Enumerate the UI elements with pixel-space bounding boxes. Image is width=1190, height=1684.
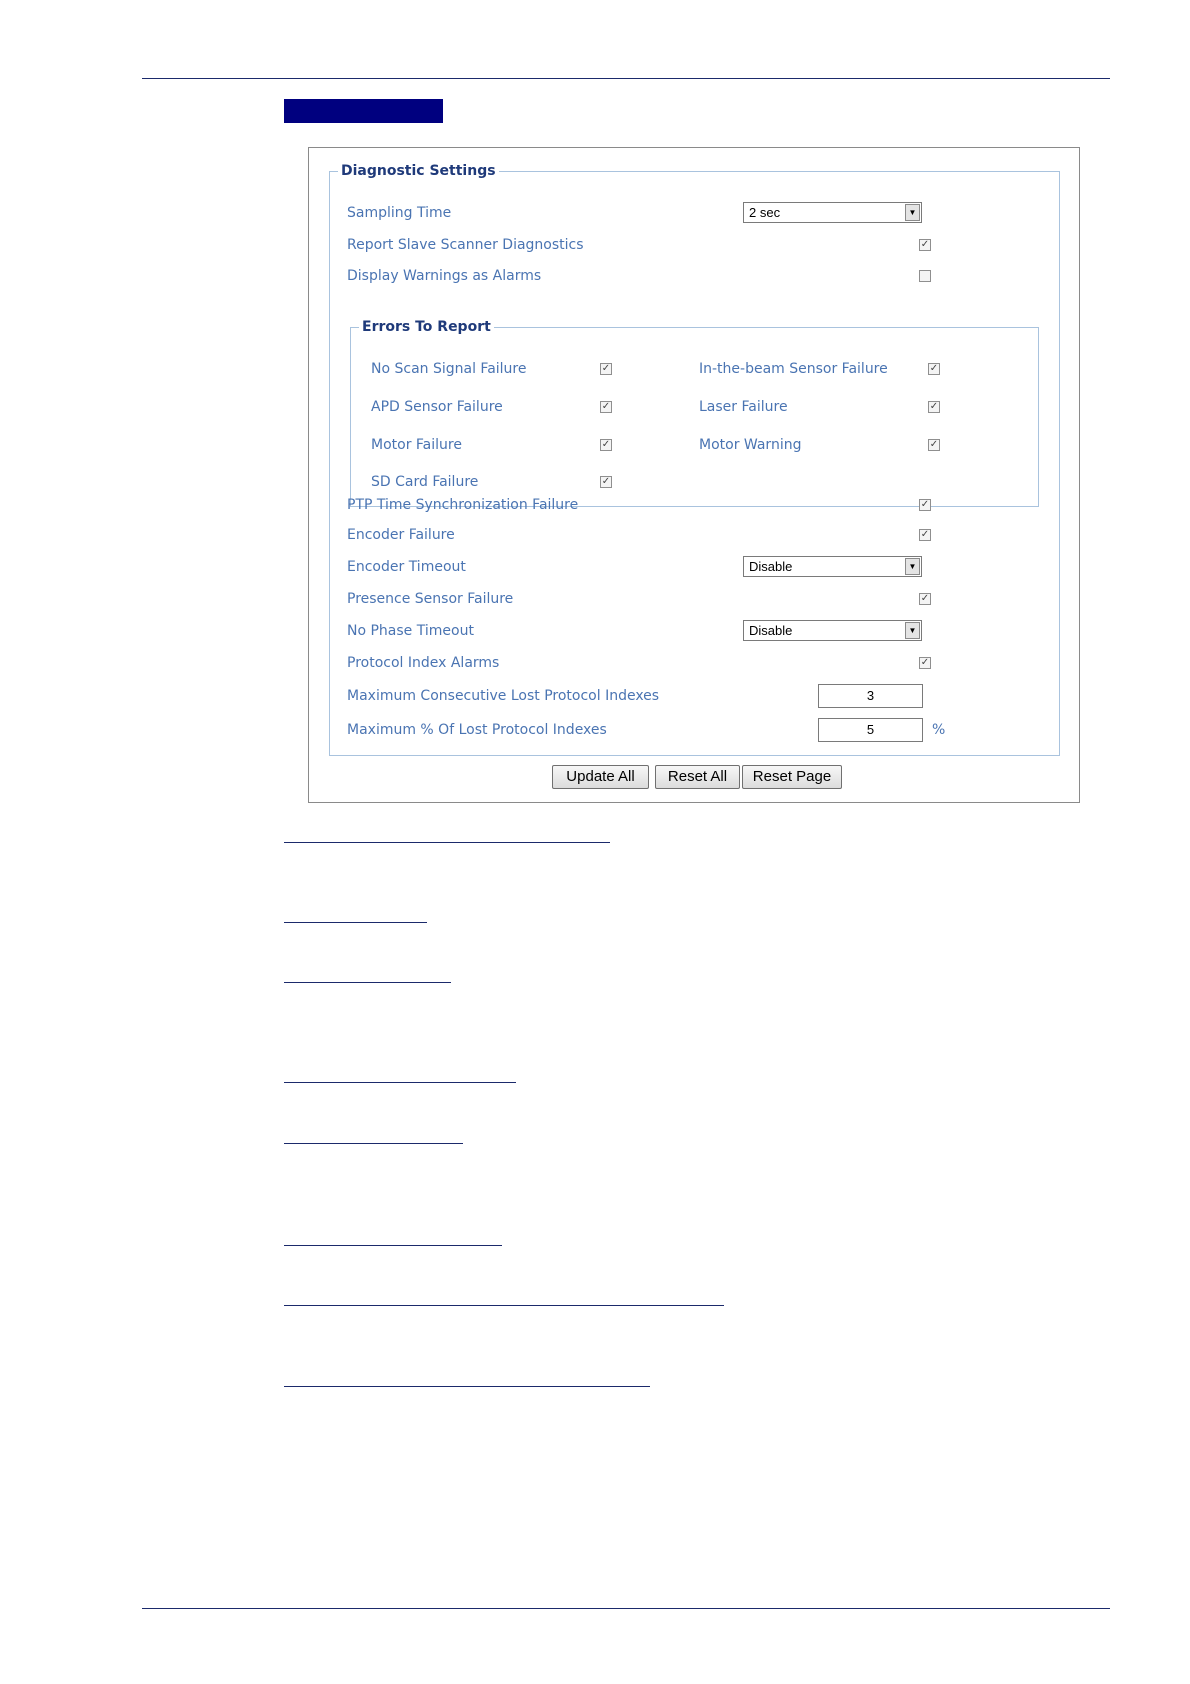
no-phase-timeout-label: No Phase Timeout	[347, 623, 474, 639]
sd-card-checkbox[interactable]	[600, 476, 612, 488]
apd-sensor-label: APD Sensor Failure	[371, 399, 503, 415]
chevron-down-icon[interactable]: ▼	[905, 204, 920, 221]
sampling-time-select[interactable]	[743, 202, 922, 223]
link-underline	[284, 1082, 516, 1083]
max-percent-lost-input[interactable]: 5	[818, 718, 923, 742]
check-icon: ✓	[920, 529, 930, 540]
link-underline	[284, 1386, 650, 1387]
no-phase-timeout-value: Disable	[749, 623, 793, 638]
no-scan-signal-checkbox[interactable]	[600, 363, 612, 375]
check-icon: ✓	[601, 476, 611, 487]
ptp-failure-checkbox[interactable]	[919, 499, 931, 511]
encoder-timeout-value: Disable	[749, 559, 793, 574]
presence-sensor-checkbox[interactable]	[919, 593, 931, 605]
apd-sensor-checkbox[interactable]	[600, 401, 612, 413]
check-icon: ✓	[920, 593, 930, 604]
reset-all-button[interactable]: Reset All	[655, 765, 740, 789]
motor-failure-checkbox[interactable]	[600, 439, 612, 451]
check-icon: ✓	[920, 499, 930, 510]
footer-rule	[142, 1608, 1110, 1609]
display-warnings-label: Display Warnings as Alarms	[347, 268, 542, 284]
check-icon: ✓	[929, 363, 939, 374]
check-icon: ✓	[601, 401, 611, 412]
laser-failure-checkbox[interactable]	[928, 401, 940, 413]
check-icon: ✓	[601, 439, 611, 450]
errors-to-report-fieldset	[350, 319, 1039, 507]
check-icon: ✓	[929, 401, 939, 412]
link-underline	[284, 1305, 724, 1306]
no-phase-timeout-select[interactable]	[743, 620, 922, 641]
sd-card-label: SD Card Failure	[371, 474, 479, 490]
motor-warning-checkbox[interactable]	[928, 439, 940, 451]
link-underline	[284, 1245, 502, 1246]
max-consecutive-lost-input[interactable]: 3	[818, 684, 923, 708]
reset-page-button[interactable]: Reset Page	[742, 765, 842, 789]
laser-failure-label: Laser Failure	[699, 399, 788, 415]
check-icon: ✓	[929, 439, 939, 450]
presence-sensor-label: Presence Sensor Failure	[347, 591, 514, 607]
report-slave-label: Report Slave Scanner Diagnostics	[347, 237, 584, 253]
encoder-failure-label: Encoder Failure	[347, 527, 455, 543]
protocol-index-alarms-checkbox[interactable]	[919, 657, 931, 669]
chevron-down-icon[interactable]: ▼	[905, 558, 920, 575]
link-underline	[284, 982, 451, 983]
check-icon: ✓	[601, 363, 611, 374]
header-rule	[142, 78, 1110, 79]
encoder-timeout-select[interactable]	[743, 556, 922, 577]
motor-warning-label: Motor Warning	[699, 437, 802, 453]
check-icon: ✓	[920, 239, 930, 250]
report-slave-checkbox[interactable]	[919, 239, 931, 251]
section-title-bar	[284, 99, 443, 123]
display-warnings-checkbox[interactable]	[919, 270, 931, 282]
link-underline	[284, 842, 610, 843]
ptp-failure-label: PTP Time Synchronization Failure	[347, 497, 579, 513]
encoder-failure-checkbox[interactable]	[919, 529, 931, 541]
no-scan-signal-label: No Scan Signal Failure	[371, 361, 527, 377]
errors-to-report-legend: Errors To Report	[362, 319, 491, 335]
sampling-time-label: Sampling Time	[347, 205, 452, 221]
link-underline	[284, 1143, 463, 1144]
chevron-down-icon[interactable]: ▼	[905, 622, 920, 639]
encoder-timeout-label: Encoder Timeout	[347, 559, 466, 575]
percent-unit-label: %	[932, 722, 946, 738]
diagnostic-settings-fieldset	[329, 163, 1060, 756]
motor-failure-label: Motor Failure	[371, 437, 462, 453]
link-underline	[284, 922, 427, 923]
max-consecutive-lost-label: Maximum Consecutive Lost Protocol Indexes	[347, 688, 660, 704]
protocol-index-alarms-label: Protocol Index Alarms	[347, 655, 500, 671]
check-icon: ✓	[920, 657, 930, 668]
update-all-button[interactable]: Update All	[552, 765, 649, 789]
in-the-beam-label: In-the-beam Sensor Failure	[699, 361, 888, 377]
max-percent-lost-label: Maximum % Of Lost Protocol Indexes	[347, 722, 607, 738]
in-the-beam-checkbox[interactable]	[928, 363, 940, 375]
sampling-time-value: 2 sec	[749, 205, 781, 220]
diagnostic-settings-legend: Diagnostic Settings	[341, 163, 496, 179]
diagnostic-settings-panel	[308, 147, 1080, 803]
